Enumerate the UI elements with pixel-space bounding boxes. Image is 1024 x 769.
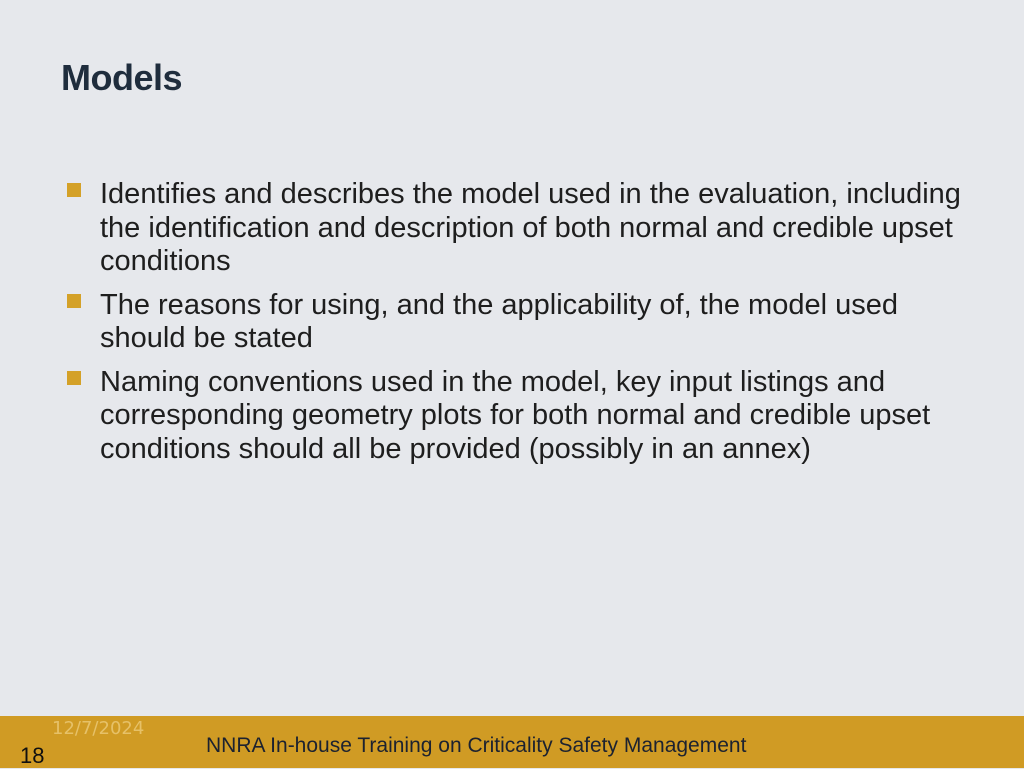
footer-bar (0, 716, 1024, 768)
bullet-item (64, 289, 974, 356)
bullet-item (64, 178, 974, 279)
slide-title: Models (61, 57, 183, 98)
footer-text: NNRA In-house Training on Criticality Safety Management (206, 734, 747, 757)
slide-number: 18 (20, 743, 45, 768)
bullet-text: The reasons for using, and the applicability of, the model used should be stated (100, 288, 898, 354)
bullet-text: Naming conventions used in the model, key input listings and corresponding geometry plots for both normal and credible upset conditions should all be provided (possibly in an annex) (100, 365, 931, 465)
square-bullet-icon (67, 183, 81, 197)
bullet-text: Identifies and describes the model used in the evaluation, including the identification and description of both normal and credible upset conditions (100, 178, 961, 277)
bullet-list (64, 178, 974, 476)
footer-date: 12/7/2024 (52, 718, 145, 739)
bullet-item (64, 366, 974, 467)
square-bullet-icon (67, 294, 81, 308)
square-bullet-icon (67, 371, 81, 385)
